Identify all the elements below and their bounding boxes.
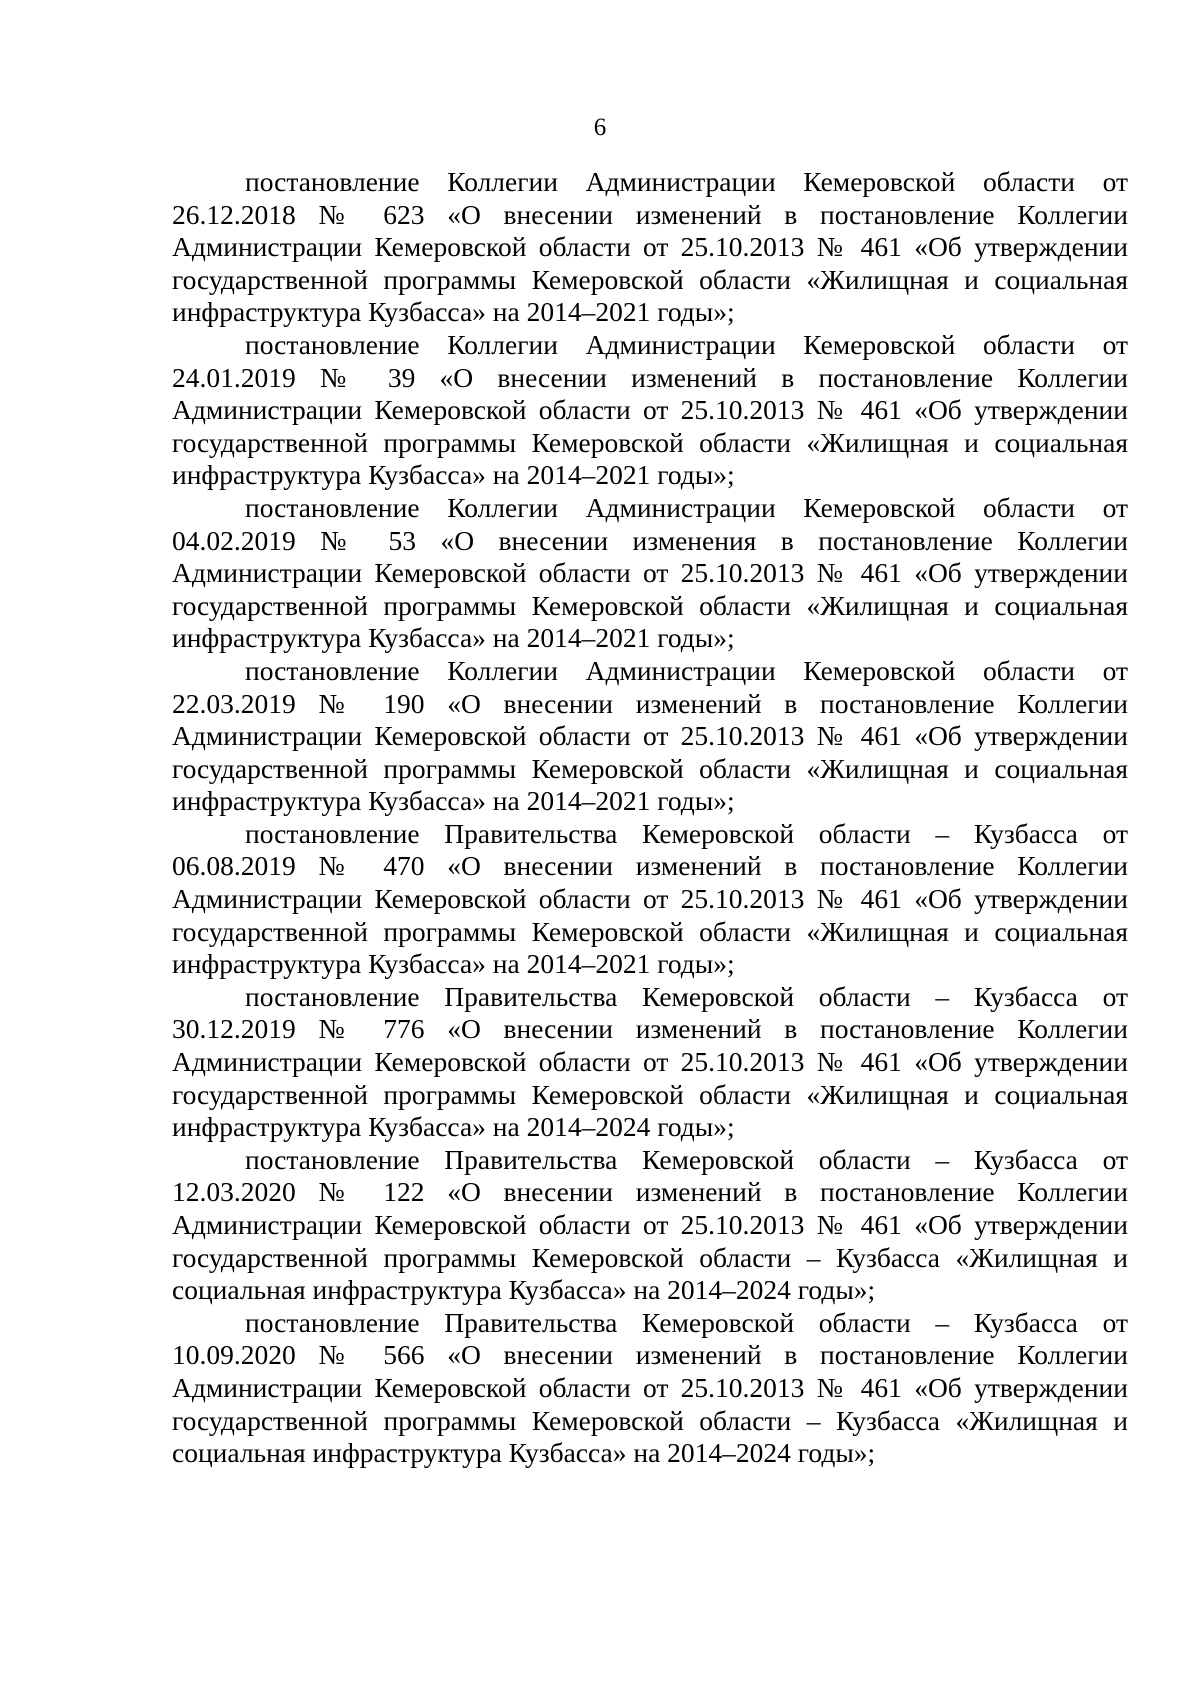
paragraph-resolution: постановление Коллегии Администрации Кемеровской области от 24.01.2019 № 39 «О внесении изменений в постановление Коллегии Администрации Кемеровской области от 25.10.2013 № 461 «Об утверждении государственной программы Кемеровской области «Жилищная и социальная инфраструктура Кузбасса» на 2014–2021 годы»; xyxy=(172,328,1128,491)
paragraph-resolution: постановление Правительства Кемеровской области – Кузбасса от 12.03.2020 № 122 «О внесении изменений в постановление Коллегии Администрации Кемеровской области от 25.10.2013 № 461 «Об утверждении государственной программы Кемеровской области – Кузбасса «Жилищная и социальная инфраструктура Кузбасса» на 2014–2024 годы»; xyxy=(172,1143,1128,1306)
page-number: 6 xyxy=(593,114,607,141)
paragraph-resolution: постановление Коллегии Администрации Кемеровской области от 26.12.2018 № 623 «О внесении изменений в постановление Коллегии Администрации Кемеровской области от 25.10.2013 № 461 «Об утверждении государственной программы Кемеровской области «Жилищная и социальная инфраструктура Кузбасса» на 2014–2021 годы»; xyxy=(172,166,1128,328)
paragraph-resolution: постановление Правительства Кемеровской области – Кузбасса от 06.08.2019 № 470 «О внесении изменений в постановление Коллегии Администрации Кемеровской области от 25.10.2013 № 461 «Об утверждении государственной программы Кемеровской области «Жилищная и социальная инфраструктура Кузбасса» на 2014–2021 годы»; xyxy=(172,817,1128,980)
paragraph-resolution: постановление Коллегии Администрации Кемеровской области от 22.03.2019 № 190 «О внесении изменений в постановление Коллегии Администрации Кемеровской области от 25.10.2013 № 461 «Об утверждении государственной программы Кемеровской области «Жилищная и социальная инфраструктура Кузбасса» на 2014–2021 годы»; xyxy=(172,654,1128,817)
paragraph-resolution: постановление Коллегии Администрации Кемеровской области от 04.02.2019 № 53 «О внесении изменения в постановление Коллегии Администрации Кемеровской области от 25.10.2013 № 461 «Об утверждении государственной программы Кемеровской области «Жилищная и социальная инфраструктура Кузбасса» на 2014–2021 годы»; xyxy=(172,491,1128,654)
paragraph-resolution: постановление Правительства Кемеровской области – Кузбасса от 30.12.2019 № 776 «О внесении изменений в постановление Коллегии Администрации Кемеровской области от 25.10.2013 № 461 «Об утверждении государственной программы Кемеровской области «Жилищная и социальная инфраструктура Кузбасса» на 2014–2024 годы»; xyxy=(172,980,1128,1143)
paragraph-resolution: постановление Правительства Кемеровской области – Кузбасса от 10.09.2020 № 566 «О внесении изменений в постановление Коллегии Администрации Кемеровской области от 25.10.2013 № 461 «Об утверждении государственной программы Кемеровской области – Кузбасса «Жилищная и социальная инфраструктура Кузбасса» на 2014–2024 годы»; xyxy=(172,1306,1128,1469)
document-body xyxy=(172,166,1128,1470)
